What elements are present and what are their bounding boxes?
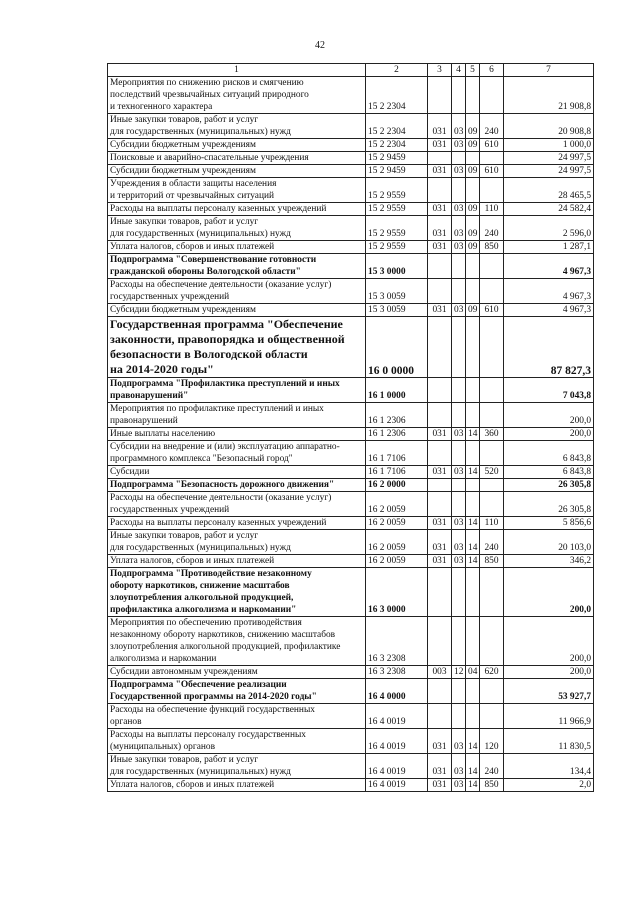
row-name: Уплата налогов, сборов и иных платежей xyxy=(108,555,366,568)
row-col3 xyxy=(428,403,452,428)
row-col5: 14 xyxy=(466,517,480,530)
table-row xyxy=(108,530,594,555)
row-col3: 031 xyxy=(428,754,452,779)
row-col6 xyxy=(480,254,504,279)
row-code: 15 2 9559 xyxy=(366,216,428,241)
row-name: Иные выплаты населению xyxy=(108,428,366,441)
row-name: Подпрограмма "Профилактика преступлений и иных правонарушений" xyxy=(108,378,366,403)
row-name: Учреждения в области защиты населения и территорий от чрезвычайных ситуаций xyxy=(108,178,366,203)
row-amount: 4 967,3 xyxy=(504,279,594,304)
row-col3: 031 xyxy=(428,165,452,178)
row-code: 15 2 9559 xyxy=(366,178,428,203)
row-col3: 031 xyxy=(428,428,452,441)
row-col3 xyxy=(428,441,452,466)
row-col4 xyxy=(452,279,466,304)
row-col6: 110 xyxy=(480,517,504,530)
table-row xyxy=(108,428,594,441)
row-col6: 240 xyxy=(480,216,504,241)
row-col5: 14 xyxy=(466,466,480,479)
column-header: 2 xyxy=(366,64,428,77)
row-amount: 200,0 xyxy=(504,666,594,679)
row-code: 16 4 0000 xyxy=(366,679,428,704)
row-col3 xyxy=(428,492,452,517)
row-col6: 850 xyxy=(480,779,504,792)
row-col6 xyxy=(480,617,504,666)
row-col3: 031 xyxy=(428,466,452,479)
row-amount: 26 305,8 xyxy=(504,492,594,517)
row-col3: 031 xyxy=(428,216,452,241)
row-col3 xyxy=(428,254,452,279)
row-col3: 031 xyxy=(428,114,452,139)
column-header: 4 xyxy=(452,64,466,77)
row-col5 xyxy=(466,479,480,492)
row-name: Иные закупки товаров, работ и услуг для государственных (муниципальных) нужд xyxy=(108,114,366,139)
row-code: 16 3 2308 xyxy=(366,617,428,666)
row-col5: 09 xyxy=(466,241,480,254)
row-col3: 031 xyxy=(428,139,452,152)
row-col3: 031 xyxy=(428,779,452,792)
row-col5 xyxy=(466,441,480,466)
row-name: Уплата налогов, сборов и иных платежей xyxy=(108,779,366,792)
row-col5 xyxy=(466,152,480,165)
row-col5: 14 xyxy=(466,530,480,555)
row-name: Субсидии бюджетным учреждениям xyxy=(108,139,366,152)
row-name: Подпрограмма "Совершенствование готовности гражданской обороны Вологодской области" xyxy=(108,254,366,279)
row-col4 xyxy=(452,317,466,378)
row-name: Субсидии xyxy=(108,466,366,479)
row-col5 xyxy=(466,403,480,428)
table-row xyxy=(108,704,594,729)
row-col5: 09 xyxy=(466,216,480,241)
row-col5: 04 xyxy=(466,666,480,679)
row-col6 xyxy=(480,178,504,203)
table-row xyxy=(108,279,594,304)
row-col3 xyxy=(428,317,452,378)
row-col5: 14 xyxy=(466,779,480,792)
row-code: 16 1 2306 xyxy=(366,428,428,441)
row-col6 xyxy=(480,152,504,165)
row-code: 15 2 2304 xyxy=(366,139,428,152)
row-code: 16 4 0019 xyxy=(366,704,428,729)
row-name: Расходы на обеспечение функций государственных органов xyxy=(108,704,366,729)
row-amount: 24 997,5 xyxy=(504,152,594,165)
row-col5 xyxy=(466,77,480,114)
row-amount: 4 967,3 xyxy=(504,304,594,317)
row-col4: 03 xyxy=(452,530,466,555)
row-name: Поисковые и аварийно-спасательные учреждения xyxy=(108,152,366,165)
row-name: Расходы на выплаты персоналу казенных учреждений xyxy=(108,517,366,530)
row-code: 15 3 0059 xyxy=(366,304,428,317)
column-header: 5 xyxy=(466,64,480,77)
row-name: Расходы на обеспечение деятельности (оказание услуг) государственных учреждений xyxy=(108,279,366,304)
row-amount: 1 287,1 xyxy=(504,241,594,254)
row-name: Субсидии на внедрение и (или) эксплуатацию аппаратно- программного комплекса "Безопасный город" xyxy=(108,441,366,466)
row-col6: 360 xyxy=(480,428,504,441)
row-code: 15 3 0000 xyxy=(366,254,428,279)
row-col3 xyxy=(428,704,452,729)
row-name: Расходы на выплаты персоналу казенных учреждений xyxy=(108,203,366,216)
row-col4: 03 xyxy=(452,517,466,530)
row-col6: 240 xyxy=(480,114,504,139)
row-code: 16 3 2308 xyxy=(366,666,428,679)
row-amount: 53 927,7 xyxy=(504,679,594,704)
row-col6: 610 xyxy=(480,165,504,178)
row-amount: 7 043,8 xyxy=(504,378,594,403)
row-col4: 03 xyxy=(452,139,466,152)
row-amount: 1 000,0 xyxy=(504,139,594,152)
row-name: Субсидии бюджетным учреждениям xyxy=(108,165,366,178)
row-col4: 03 xyxy=(452,428,466,441)
table-row xyxy=(108,617,594,666)
row-name: Государственная программа "Обеспечение законности, правопорядка и общественной безопасности в Вологодской области на 2014-2020 годы" xyxy=(108,317,366,378)
row-col4 xyxy=(452,441,466,466)
row-col6: 610 xyxy=(480,304,504,317)
row-col3 xyxy=(428,178,452,203)
row-col4 xyxy=(452,679,466,704)
row-name: Подпрограмма "Противодействие незаконному обороту наркотиков, снижение масштабов злоупотребления алкогольной продукцией, профилактика алкоголизма и наркомании" xyxy=(108,568,366,617)
table-row xyxy=(108,114,594,139)
table-row xyxy=(108,378,594,403)
row-col5: 09 xyxy=(466,139,480,152)
row-col4 xyxy=(452,152,466,165)
row-code: 15 3 0059 xyxy=(366,279,428,304)
row-col5 xyxy=(466,279,480,304)
row-col3 xyxy=(428,152,452,165)
row-col3 xyxy=(428,77,452,114)
row-col6: 120 xyxy=(480,729,504,754)
row-col6 xyxy=(480,77,504,114)
row-col4 xyxy=(452,568,466,617)
row-name: Мероприятия по обеспечению противодействия незаконному обороту наркотиков, снижению масштабов злоупотребления алкогольной продукцией, профилактике алкоголизма и наркомании xyxy=(108,617,366,666)
row-code: 16 2 0059 xyxy=(366,530,428,555)
row-name: Иные закупки товаров, работ и услуг для государственных (муниципальных) нужд xyxy=(108,216,366,241)
row-col6: 610 xyxy=(480,139,504,152)
row-code: 16 4 0019 xyxy=(366,779,428,792)
row-code: 15 2 9559 xyxy=(366,241,428,254)
table-row xyxy=(108,666,594,679)
row-col4 xyxy=(452,492,466,517)
row-name: Субсидии автономным учреждениям xyxy=(108,666,366,679)
row-col5 xyxy=(466,704,480,729)
table-row xyxy=(108,139,594,152)
row-code: 16 4 0019 xyxy=(366,754,428,779)
row-col3: 031 xyxy=(428,517,452,530)
column-header: 1 xyxy=(108,64,366,77)
row-amount: 4 967,3 xyxy=(504,254,594,279)
row-amount: 26 305,8 xyxy=(504,479,594,492)
row-col4: 03 xyxy=(452,241,466,254)
row-col4: 03 xyxy=(452,203,466,216)
row-amount: 134,4 xyxy=(504,754,594,779)
table-row xyxy=(108,479,594,492)
row-col5 xyxy=(466,617,480,666)
row-col6 xyxy=(480,704,504,729)
table-row xyxy=(108,165,594,178)
row-col6 xyxy=(480,679,504,704)
row-col3 xyxy=(428,378,452,403)
page-number: 42 xyxy=(315,40,325,51)
row-col6 xyxy=(480,279,504,304)
table-row xyxy=(108,441,594,466)
table-row xyxy=(108,203,594,216)
row-col5 xyxy=(466,254,480,279)
row-amount: 200,0 xyxy=(504,428,594,441)
table-row xyxy=(108,216,594,241)
table-row xyxy=(108,568,594,617)
row-code: 15 2 2304 xyxy=(366,77,428,114)
row-col5 xyxy=(466,679,480,704)
row-name: Расходы на выплаты персоналу государственных (муниципальных) органов xyxy=(108,729,366,754)
row-col5 xyxy=(466,178,480,203)
row-col5 xyxy=(466,568,480,617)
row-col6: 850 xyxy=(480,241,504,254)
row-code: 16 1 7106 xyxy=(366,466,428,479)
row-col6 xyxy=(480,441,504,466)
row-amount: 200,0 xyxy=(504,568,594,617)
row-col4: 03 xyxy=(452,304,466,317)
row-amount: 11 830,5 xyxy=(504,729,594,754)
row-col4 xyxy=(452,479,466,492)
table-row xyxy=(108,679,594,704)
row-amount: 24 582,4 xyxy=(504,203,594,216)
row-col6 xyxy=(480,479,504,492)
table-row xyxy=(108,77,594,114)
column-header: 6 xyxy=(480,64,504,77)
row-amount: 6 843,8 xyxy=(504,466,594,479)
row-amount: 2,0 xyxy=(504,779,594,792)
row-col5: 14 xyxy=(466,428,480,441)
row-col5 xyxy=(466,492,480,517)
row-code: 15 2 9559 xyxy=(366,203,428,216)
row-code: 16 1 0000 xyxy=(366,378,428,403)
table-row xyxy=(108,254,594,279)
row-col6 xyxy=(480,378,504,403)
table-row xyxy=(108,241,594,254)
row-col3: 031 xyxy=(428,203,452,216)
row-col6: 110 xyxy=(480,203,504,216)
row-col3 xyxy=(428,617,452,666)
row-col4 xyxy=(452,254,466,279)
table-row xyxy=(108,729,594,754)
row-amount: 20 908,8 xyxy=(504,114,594,139)
row-amount: 6 843,8 xyxy=(504,441,594,466)
row-col6 xyxy=(480,568,504,617)
row-col4 xyxy=(452,617,466,666)
row-col4: 12 xyxy=(452,666,466,679)
row-name: Расходы на обеспечение деятельности (оказание услуг) государственных учреждений xyxy=(108,492,366,517)
row-name: Субсидии бюджетным учреждениям xyxy=(108,304,366,317)
row-amount: 21 908,8 xyxy=(504,77,594,114)
row-col5: 09 xyxy=(466,304,480,317)
row-code: 16 1 2306 xyxy=(366,403,428,428)
row-col3: 031 xyxy=(428,555,452,568)
row-col4 xyxy=(452,178,466,203)
row-amount: 20 103,0 xyxy=(504,530,594,555)
row-col6 xyxy=(480,492,504,517)
row-col3: 031 xyxy=(428,304,452,317)
table-row xyxy=(108,304,594,317)
table-row xyxy=(108,317,594,378)
table-row xyxy=(108,555,594,568)
row-col4: 03 xyxy=(452,466,466,479)
row-col4: 03 xyxy=(452,754,466,779)
row-col3 xyxy=(428,568,452,617)
row-amount: 11 966,9 xyxy=(504,704,594,729)
row-col5: 14 xyxy=(466,754,480,779)
row-amount: 200,0 xyxy=(504,617,594,666)
row-col5: 09 xyxy=(466,114,480,139)
row-col5 xyxy=(466,378,480,403)
row-col4: 03 xyxy=(452,555,466,568)
row-col6: 850 xyxy=(480,555,504,568)
row-name: Иные закупки товаров, работ и услуг для государственных (муниципальных) нужд xyxy=(108,754,366,779)
row-col4: 03 xyxy=(452,216,466,241)
row-col6: 520 xyxy=(480,466,504,479)
row-name: Подпрограмма "Обеспечение реализации Государственной программы на 2014-2020 годы" xyxy=(108,679,366,704)
row-amount: 28 465,5 xyxy=(504,178,594,203)
row-code: 16 2 0059 xyxy=(366,555,428,568)
row-code: 16 4 0019 xyxy=(366,729,428,754)
row-code: 16 2 0059 xyxy=(366,517,428,530)
row-col5: 09 xyxy=(466,165,480,178)
row-col4: 03 xyxy=(452,779,466,792)
row-col4 xyxy=(452,378,466,403)
row-col4: 03 xyxy=(452,114,466,139)
row-amount: 5 856,6 xyxy=(504,517,594,530)
row-code: 15 2 9459 xyxy=(366,152,428,165)
row-code: 16 1 7106 xyxy=(366,441,428,466)
row-col6: 620 xyxy=(480,666,504,679)
table-row xyxy=(108,152,594,165)
row-col4: 03 xyxy=(452,729,466,754)
row-col3: 031 xyxy=(428,530,452,555)
table-row xyxy=(108,517,594,530)
row-col4 xyxy=(452,77,466,114)
row-code: 16 3 0000 xyxy=(366,568,428,617)
row-amount: 24 997,5 xyxy=(504,165,594,178)
row-col4: 03 xyxy=(452,165,466,178)
row-code: 16 2 0000 xyxy=(366,479,428,492)
row-col5: 09 xyxy=(466,203,480,216)
row-amount: 2 596,0 xyxy=(504,216,594,241)
column-header: 7 xyxy=(504,64,594,77)
row-col3 xyxy=(428,479,452,492)
row-name: Иные закупки товаров, работ и услуг для государственных (муниципальных) нужд xyxy=(108,530,366,555)
row-col3: 031 xyxy=(428,241,452,254)
row-code: 16 2 0059 xyxy=(366,492,428,517)
row-name: Подпрограмма "Безопасность дорожного движения" xyxy=(108,479,366,492)
table-row xyxy=(108,178,594,203)
row-col3: 003 xyxy=(428,666,452,679)
budget-table xyxy=(107,63,594,792)
row-col3: 031 xyxy=(428,729,452,754)
row-col5 xyxy=(466,317,480,378)
table-row xyxy=(108,779,594,792)
table-row xyxy=(108,403,594,428)
row-col3 xyxy=(428,679,452,704)
row-col6: 240 xyxy=(480,754,504,779)
row-code: 16 0 0000 xyxy=(366,317,428,378)
table-row xyxy=(108,492,594,517)
row-col4 xyxy=(452,403,466,428)
row-code: 15 2 9459 xyxy=(366,165,428,178)
row-code: 15 2 2304 xyxy=(366,114,428,139)
column-header: 3 xyxy=(428,64,452,77)
header-row xyxy=(108,64,594,77)
row-col5: 14 xyxy=(466,729,480,754)
row-amount: 346,2 xyxy=(504,555,594,568)
row-col6 xyxy=(480,403,504,428)
row-amount: 200,0 xyxy=(504,403,594,428)
row-col5: 14 xyxy=(466,555,480,568)
row-name: Уплата налогов, сборов и иных платежей xyxy=(108,241,366,254)
row-col6: 240 xyxy=(480,530,504,555)
row-amount: 87 827,3 xyxy=(504,317,594,378)
row-col3 xyxy=(428,279,452,304)
row-col4 xyxy=(452,704,466,729)
row-name: Мероприятия по снижению рисков и смягчению последствий чрезвычайных ситуаций природного и техногенного характера xyxy=(108,77,366,114)
table-row xyxy=(108,754,594,779)
row-col6 xyxy=(480,317,504,378)
row-name: Мероприятия по профилактике преступлений и иных правонарушений xyxy=(108,403,366,428)
table-row xyxy=(108,466,594,479)
